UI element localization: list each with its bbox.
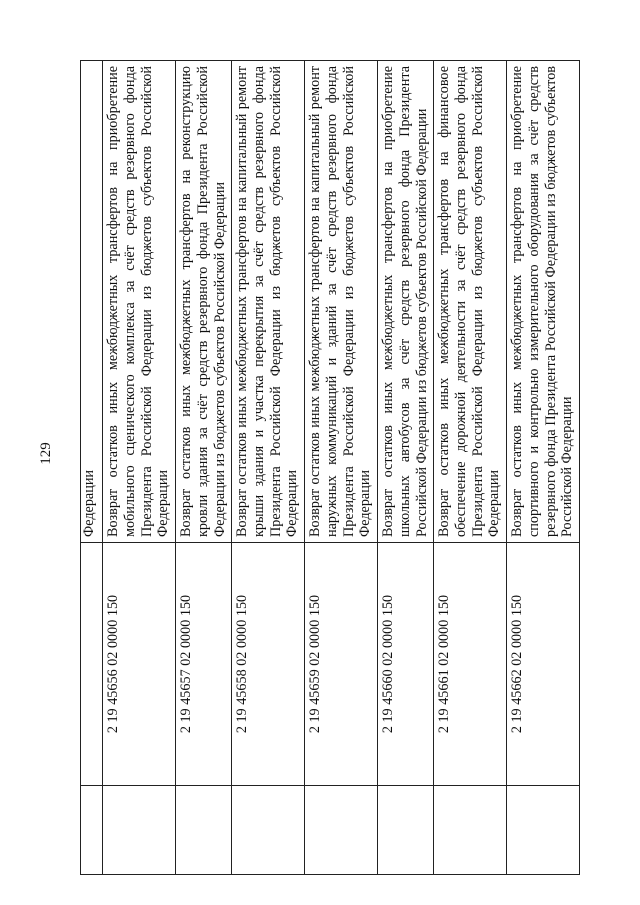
code-cell: 2 19 45662 02 0000 150 — [507, 543, 580, 786]
blank-cell — [305, 786, 378, 875]
table-row — [305, 61, 378, 875]
blank-cell — [507, 786, 580, 875]
code-cell: 2 19 45658 02 0000 150 — [232, 543, 305, 786]
code-cell: 2 19 45661 02 0000 150 — [434, 543, 507, 786]
code-cell: 2 19 45656 02 0000 150 — [103, 543, 176, 786]
description-cell: Возврат остатков иных межбюджетных трансфертов на реконструкцию кровли здания за счёт средств резервного фонда Президента Российской Федерации из бюджетов субъектов Российской Федерации — [176, 61, 232, 543]
table-row — [232, 61, 305, 875]
blank-cell — [103, 786, 176, 875]
table-row — [378, 61, 434, 875]
blank-cell — [378, 786, 434, 875]
code-cell: 2 19 45657 02 0000 150 — [176, 543, 232, 786]
description-cell: Возврат остатков иных межбюджетных трансфертов на капитальный ремонт наружных коммуникаций и зданий за счёт средств резервного фонда Президента Российской Федерации из бюджетов субъектов Российской Федерации — [305, 61, 378, 543]
table-row — [103, 61, 176, 875]
blank-cell — [434, 786, 507, 875]
page-number: 129 — [37, 442, 54, 465]
budget-classification-table — [80, 60, 580, 875]
description-cell: Возврат остатков иных межбюджетных трансфертов на приобретение мобильного сценического комплекса за счёт средств резервного фонда Президента Российской Федерации из бюджетов субъектов Российской Федерации — [103, 61, 176, 543]
table-row-continuation — [81, 61, 103, 875]
blank-cell — [81, 786, 103, 875]
code-cell — [81, 543, 103, 786]
description-cell: Возврат остатков иных межбюджетных трансфертов на приобретение школьных автобусов за счёт средств резервного фонда Президента Российской Федерации из бюджетов субъектов Российской Федерации — [378, 61, 434, 543]
table-container — [80, 60, 575, 875]
description-cell: Возврат остатков иных межбюджетных трансфертов на финансовое обеспечение дорожной деятельности за счёт средств резервного фонда Президента Российской Федерации из бюджетов субъектов Российской Федерации — [434, 61, 507, 543]
table-row — [176, 61, 232, 875]
table-row — [434, 61, 507, 875]
description-cell: Возврат остатков иных межбюджетных трансфертов на приобретение спортивного и контрольно измерительного оборудования за счёт средств резервного фонда Президента Российской Федерации из бюджетов субъектов Российской Федерации — [507, 61, 580, 543]
description-cell: Федерации — [81, 61, 103, 543]
code-cell: 2 19 45660 02 0000 150 — [378, 543, 434, 786]
code-cell: 2 19 45659 02 0000 150 — [305, 543, 378, 786]
description-cell: Возврат остатков иных межбюджетных трансфертов на капитальный ремонт крыши здания и участка перекрытия за счёт средств резервного фонда Президента Российской Федерации из бюджетов субъектов Российской Федерации — [232, 61, 305, 543]
blank-cell — [232, 786, 305, 875]
blank-cell — [176, 786, 232, 875]
table-row — [507, 61, 580, 875]
